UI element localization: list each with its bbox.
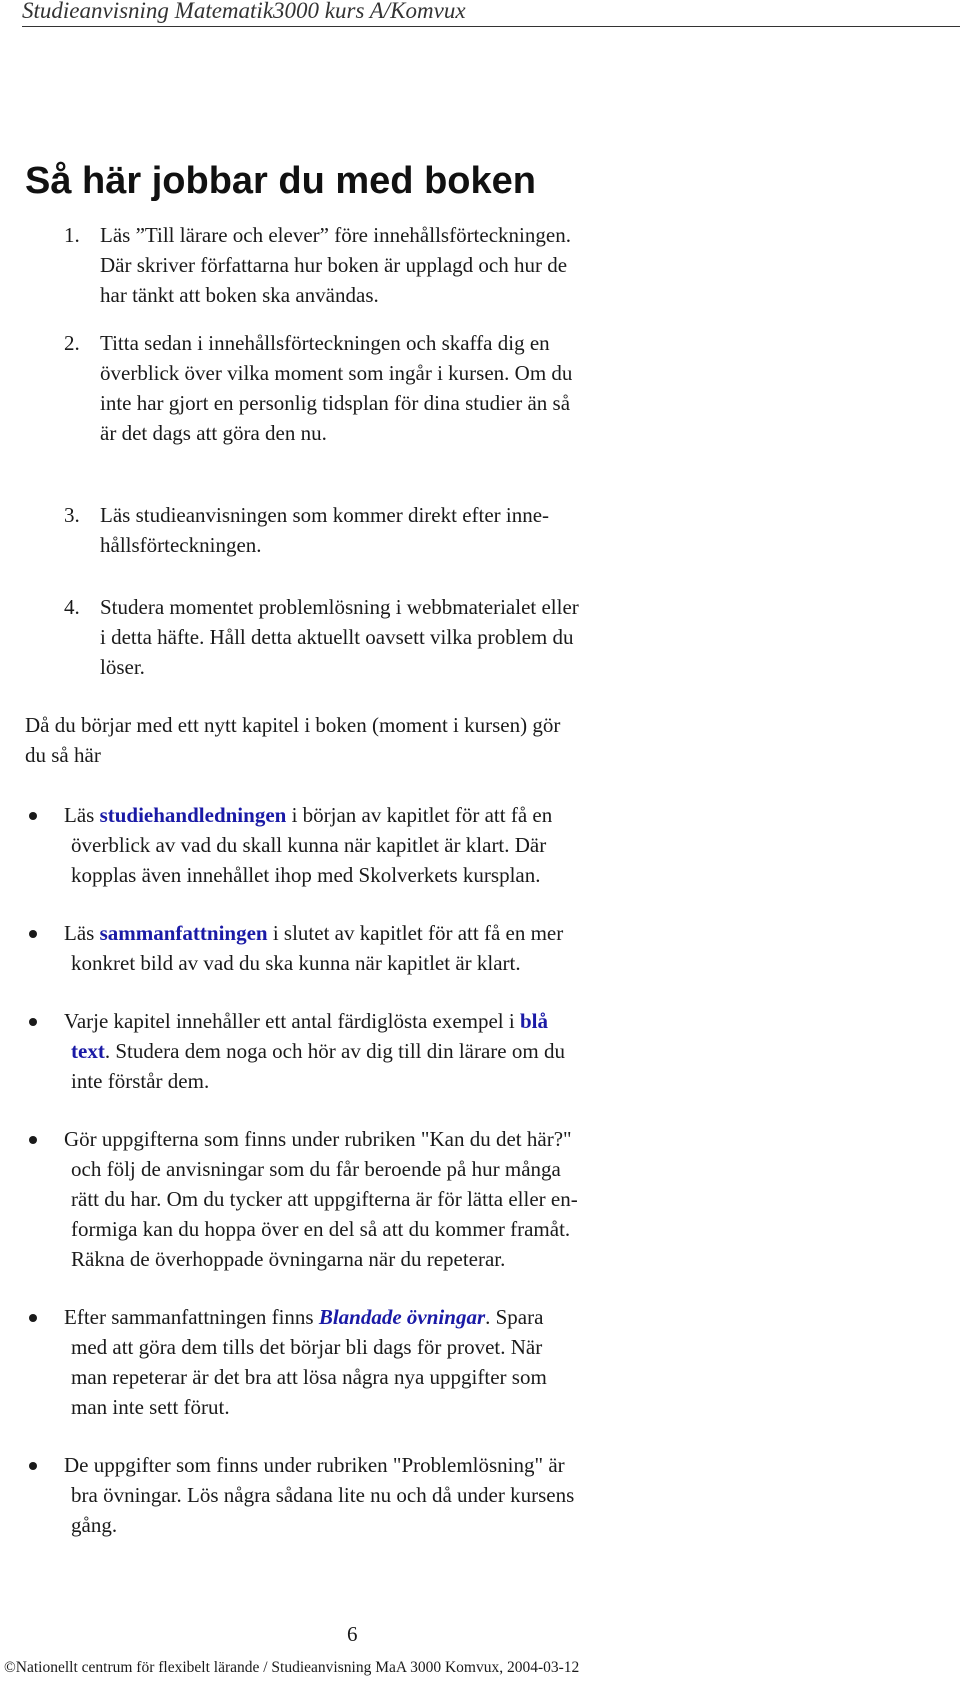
bullet-text xyxy=(64,800,704,890)
text-line: Där skriver författarna hur boken är upplagd och hur de xyxy=(100,253,568,277)
text-line: Läs ”Till lärare och elever” före innehållsförteckningen. xyxy=(100,223,571,247)
text-line: Räkna de överhoppade övningarna när du repeterar. xyxy=(71,1247,506,1271)
highlight-term: Blandade övningar xyxy=(318,1305,486,1329)
footer: ©Nationellt centrum för flexibelt lärande / Studieanvisning MaA 3000 Komvux, 2004-03-12 xyxy=(4,1659,580,1676)
bullet-dot-icon xyxy=(29,812,37,820)
text-line: kopplas även innehållet ihop med Skolverkets kursplan. xyxy=(71,863,541,887)
running-header xyxy=(22,0,960,27)
item-number: 1. xyxy=(64,223,80,247)
highlight-term: studiehandledningen xyxy=(99,803,287,827)
text-line: gång. xyxy=(71,1513,118,1537)
bullet-text xyxy=(64,918,704,978)
text-line: inte har gjort en personlig tidsplan för dina studier än så xyxy=(100,391,571,415)
text-line: formiga kan du hoppa över en del så att du kommer framåt. xyxy=(71,1217,571,1241)
item-number: 4. xyxy=(64,595,80,619)
text-line: Efter sammanfattningen finns Blandade övningar. Spara xyxy=(64,1305,544,1329)
text-line: De uppgifter som finns under rubriken "Problemlösning" är xyxy=(64,1453,565,1477)
text-line: Läs studiehandledningen i början av kapitlet för att få en xyxy=(64,803,553,827)
text-line: löser. xyxy=(100,655,145,679)
text-line: överblick över vilka moment som ingår i kursen. Om du xyxy=(100,361,573,385)
item-text xyxy=(100,220,700,310)
text-line: har tänkt att boken ska användas. xyxy=(100,283,379,307)
text-line: konkret bild av vad du ska kunna när kapitlet är klart. xyxy=(71,951,521,975)
highlight-term: blå xyxy=(519,1009,548,1033)
bullet-dot-icon xyxy=(29,1018,37,1026)
text-line: Varje kapitel innehåller ett antal färdiglösta exempel i blå xyxy=(64,1009,548,1033)
text-line: överblick av vad du skall kunna när kapitlet är klart. Där xyxy=(71,833,547,857)
bullet-dot-icon xyxy=(29,930,37,938)
text-line: Läs studieanvisningen som kommer direkt efter inne- xyxy=(100,503,550,527)
text-line: Studera momentet problemlösning i webbmaterialet eller xyxy=(100,595,579,619)
page-title: Så här jobbar du med boken xyxy=(25,160,536,202)
item-number: 2. xyxy=(64,331,80,355)
text-line: rätt du har. Om du tycker att uppgifterna är för lätta eller en- xyxy=(71,1187,578,1211)
bullet-dot-icon xyxy=(29,1462,37,1470)
text-line: hållsförteckningen. xyxy=(100,533,262,557)
text-line: är det dags att göra den nu. xyxy=(100,421,327,445)
text-line: Läs sammanfattningen i slutet av kapitlet för att få en mer xyxy=(64,921,564,945)
bullet-dot-icon xyxy=(29,1136,37,1144)
item-text xyxy=(100,500,700,560)
bullet-text xyxy=(64,1302,704,1422)
item-text xyxy=(100,592,700,682)
text-line: du så här xyxy=(25,743,101,767)
text-line: Då du börjar med ett nytt kapitel i boken (moment i kursen) gör xyxy=(25,713,561,737)
item-text xyxy=(100,328,700,448)
bullet-dot-icon xyxy=(29,1314,37,1322)
highlight-term: sammanfattningen xyxy=(99,921,268,945)
bullet-text xyxy=(64,1450,704,1540)
text-line: i detta häfte. Håll detta aktuellt oavsett vilka problem du xyxy=(100,625,574,649)
highlight-term: text xyxy=(71,1039,105,1063)
text-line: bra övningar. Lös några sådana lite nu och då under kursens xyxy=(71,1483,575,1507)
text-line: Gör uppgifterna som finns under rubriken "Kan du det här?" xyxy=(64,1127,572,1151)
item-number: 3. xyxy=(64,503,80,527)
intro-paragraph xyxy=(25,710,705,770)
bullet-text xyxy=(64,1006,704,1096)
text-line: text. Studera dem noga och hör av dig till din lärare om du xyxy=(71,1039,565,1063)
text-line: med att göra dem tills det börjar bli dags för provet. När xyxy=(71,1335,543,1359)
text-line: man repeterar är det bra att lösa några nya uppgifter som xyxy=(71,1365,547,1389)
bullet-text xyxy=(64,1124,704,1274)
text-line: man inte sett förut. xyxy=(71,1395,230,1419)
page-number: 6 xyxy=(347,1622,358,1646)
header-title: Studieanvisning Matematik3000 kurs A/Komvux xyxy=(22,0,466,23)
text-line: inte förstår dem. xyxy=(71,1069,210,1093)
text-line: Titta sedan i innehållsförteckningen och skaffa dig en xyxy=(100,331,550,355)
text-line: och följ de anvisningar som du får beroende på hur många xyxy=(71,1157,561,1181)
